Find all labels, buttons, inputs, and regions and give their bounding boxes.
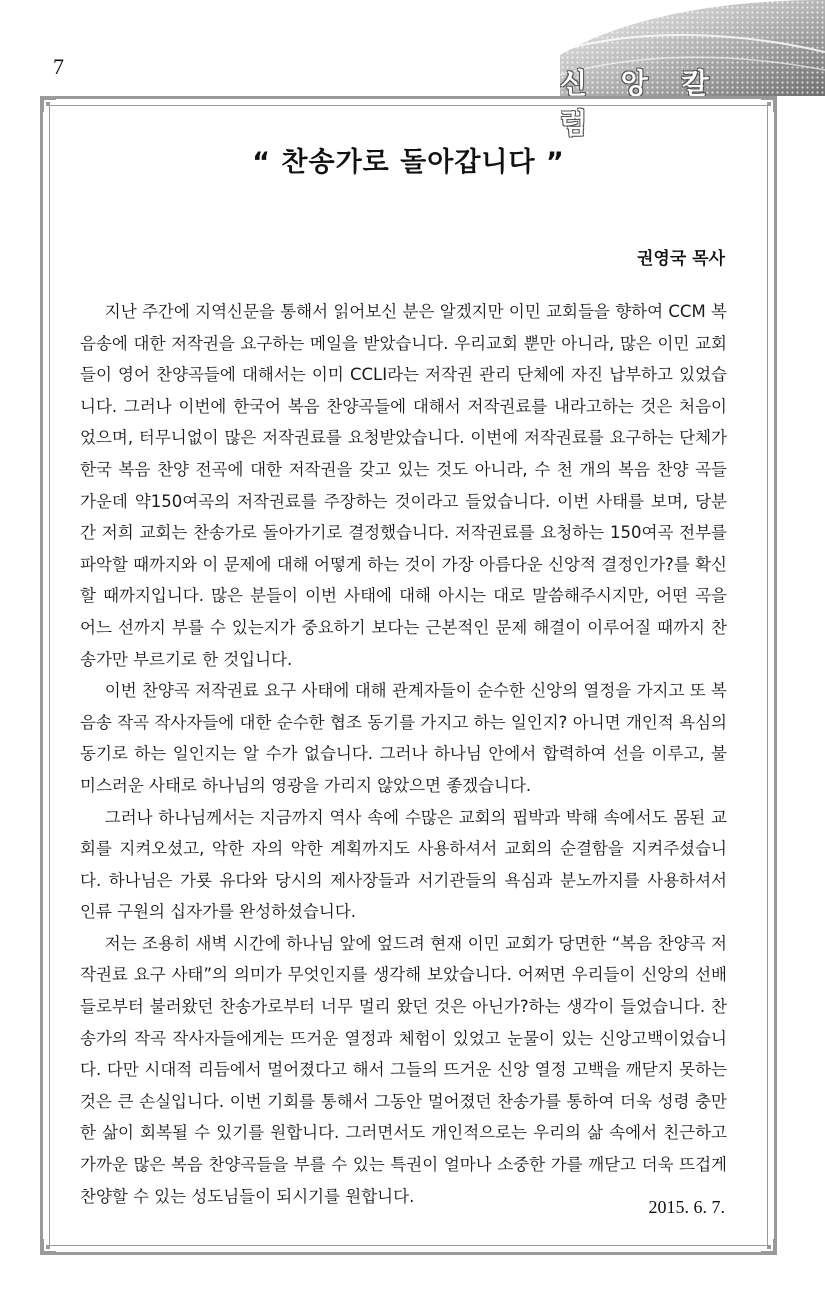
article-title: “ 찬송가로 돌아갑니다 ” xyxy=(252,147,565,178)
paragraph: 지난 주간에 지역신문을 통해서 읽어보신 분은 알겠지만 이민 교회들을 향하여 CCM 복음송에 대한 저작권을 요구하는 메일을 받았습니다. 우리교회 뿐만 아니라, 많은 이민 교회들이 영어 찬양곡들에 대해서는 이미 CCLI라는 저작권 관리 단체에 자진 납부하고 있었습니다. 그러나 이번에 한국어 복음 찬양곡들에 대해서 저작권료를 내라고하는 것은 처음이었으며, 터무니없이 많은 저작권료를 요청받았습니다. 이번에 저작권료를 요구하는 단체가 한국 복음 찬양 전곡에 대한 저작권을 갖고 있는 것도 아니라, 수 천 개의 복음 찬양 곡들 가운데 약150여곡의 저작권료를 주장하는 것이라고 들었습니다. 이번 사태를 보며, 당분간 저희 교회는 찬송가로 돌아가기로 결정했습니다. 저작권료를 요청하는 150여곡 전부를 파악할 때까지와 이 문제에 대해 어떻게 하는 것이 가장 아름다운 신앙적 결정인가?를 확신할 때까지입니다. 많은 분들이 이번 사태에 대해 아시는 대로 말씀해주시지만, 어떤 곡을 어느 선까지 부를 수 있는지가 중요하기 보다는 근본적인 문제 해결이 이루어질 때까지 찬송가만 부르기로 한 것입니다. xyxy=(80,302,727,669)
article-author: 권영국 목사 xyxy=(636,249,725,269)
page-number: 7 xyxy=(53,54,64,79)
frame-corner-bottom-right xyxy=(761,1239,777,1255)
article-body xyxy=(80,296,727,1212)
frame-corner-top-right xyxy=(761,96,777,112)
paragraph: 그러나 하나님께서는 지금까지 역사 속에 수많은 교회의 핍박과 박해 속에서도 몸된 교회를 지켜오셨고, 악한 자의 악한 계획까지도 사용하셔서 교회의 순결함을 지켜주셨습니다. 하나님은 가룟 유다와 당시의 제사장들과 서기관들의 욕심과 분노까지를 사용하셔서 인류 구원의 십자가를 완성하셨습니다. xyxy=(80,807,727,922)
paragraph: 이번 찬양곡 저작권료 요구 사태에 대해 관계자들이 순수한 신앙의 열정을 가지고 또 복음송 작곡 작사자들에 대한 순수한 협조 동기를 가지고 하는 일인지? 아니면 개인적 욕심의 동기로 하는 일인지는 알 수가 없습니다. 그러나 하나님 안에서 합력하여 선을 이루고, 불미스러운 사태로 하나님의 영광을 가리지 않았으면 좋겠습니다. xyxy=(80,681,727,795)
article-date: 2015. 6. 7. xyxy=(648,1197,725,1217)
frame-corner-bottom-left xyxy=(40,1239,56,1255)
frame-corner-top-left xyxy=(40,96,56,112)
section-label: 신 앙 칼 럼 xyxy=(560,67,721,140)
paragraph: 저는 조용히 새벽 시간에 하나님 앞에 엎드려 현재 이민 교회가 당면한 “복음 찬양곡 저작권료 요구 사태”의 의미가 무엇인지를 생각해 보았습니다. 어쩌면 우리들이 신앙의 선배들로부터 불러왔던 찬송가로부터 너무 멀리 왔던 것은 아닌가?하는 생각이 들었습니다. 찬송가의 작곡 작사자들에게는 뜨거운 열정과 체험이 있었고 눈물이 있는 신앙고백이었습니다. 다만 시대적 리듬에서 멀어졌다고 해서 그들의 뜨거운 신앙 열정 고백을 깨닫지 못하는 것은 큰 손실입니다. 이번 기회를 통해서 그동안 멀어졌던 찬송가를 통하여 더욱 성령 충만한 삶이 회복될 수 있기를 원합니다. 그러면서도 개인적으로는 우리의 삶 속에서 친근하고 가까운 많은 복음 찬양곡들을 부를 수 있는 특권이 얼마나 소중한 가를 깨닫고 더욱 뜨겁게 찬양할 수 있는 성도님들이 되시기를 원합니다. xyxy=(80,933,727,1206)
